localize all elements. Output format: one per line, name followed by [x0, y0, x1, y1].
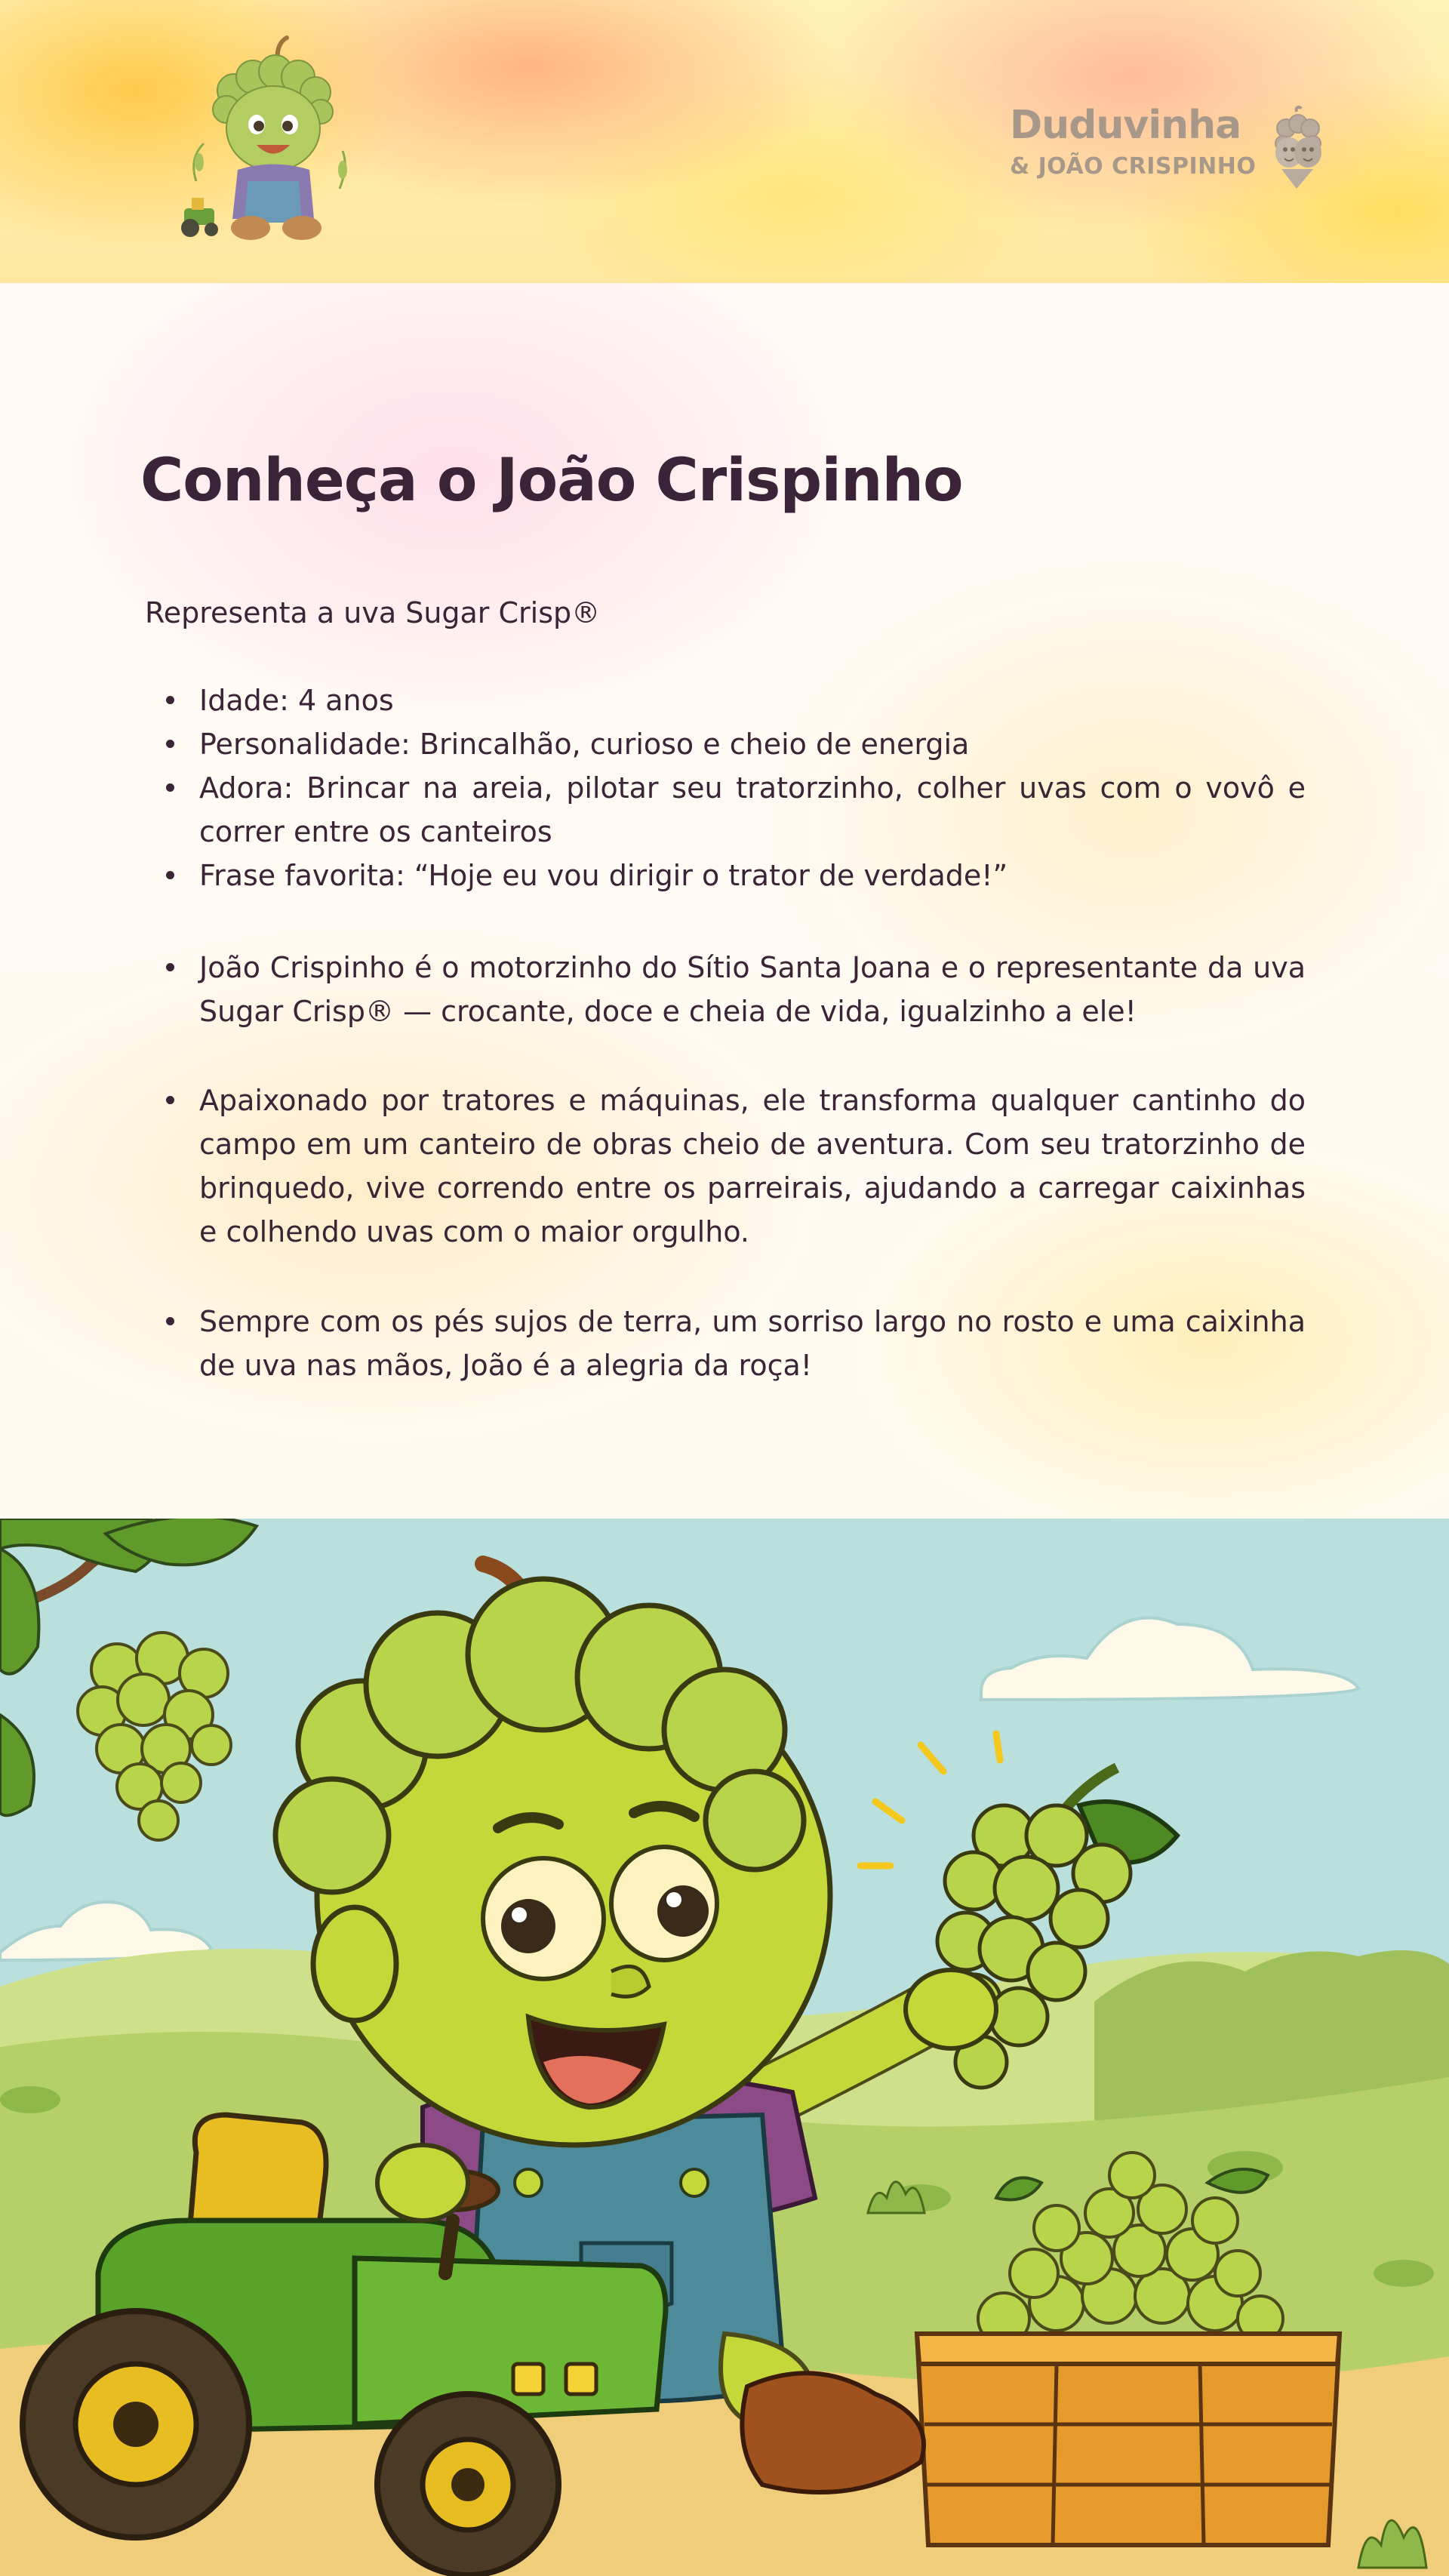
fact-personality: Personalidade: Brincalhão, curioso e cheio de energia	[199, 722, 1306, 766]
paragraph-tractors: Apaixonado por tratores e máquinas, ele transforma qualquer cantinho do campo em um canteiro de obras cheio de aventura. Com seu tratorzinho de brinquedo, vive correndo entre os parreirais, ajudando a carregar caixinhas e colhendo uvas com o maior orgulho.	[199, 1079, 1306, 1254]
page-title: Conheça o João Crispinho	[140, 447, 963, 515]
fact-favorite-phrase: Frase favorita: “Hoje eu vou dirigir o trator de verdade!”	[199, 854, 1306, 897]
brand-logo[interactable]	[1010, 103, 1334, 196]
fact-age: Idade: 4 anos	[199, 679, 1306, 722]
paragraph-list	[199, 1079, 1306, 1254]
grape-kids-logo-icon	[1266, 106, 1327, 196]
facts-list	[199, 679, 1306, 897]
brand-name: Duduvinha	[1010, 103, 1241, 148]
character-illustration	[0, 1519, 1449, 2576]
paragraph-motorzinho: João Crispinho é o motorzinho do Sítio Santa Joana e o representante da uva Sugar Crisp® — crocante, doce e cheia de vida, igualzinho a ele!	[199, 946, 1306, 1033]
paragraph-list	[199, 946, 1306, 1033]
header-banner	[0, 0, 1449, 283]
fact-loves: Adora: Brincar na areia, pilotar seu tratorzinho, colher uvas com o vovô e correr entre os canteiros	[199, 766, 1306, 854]
paragraph-joy: Sempre com os pés sujos de terra, um sorriso largo no rosto e uma caixinha de uva nas mãos, João é a alegria da roça!	[199, 1300, 1306, 1387]
paragraph-list	[199, 1300, 1306, 1387]
intro-text: Representa a uva Sugar Crisp®	[145, 596, 601, 629]
character-profile	[0, 283, 1449, 1519]
brand-subtitle: & JOÃO CRISPINHO	[1010, 153, 1257, 180]
grape-boy-mascot-icon	[181, 30, 355, 257]
